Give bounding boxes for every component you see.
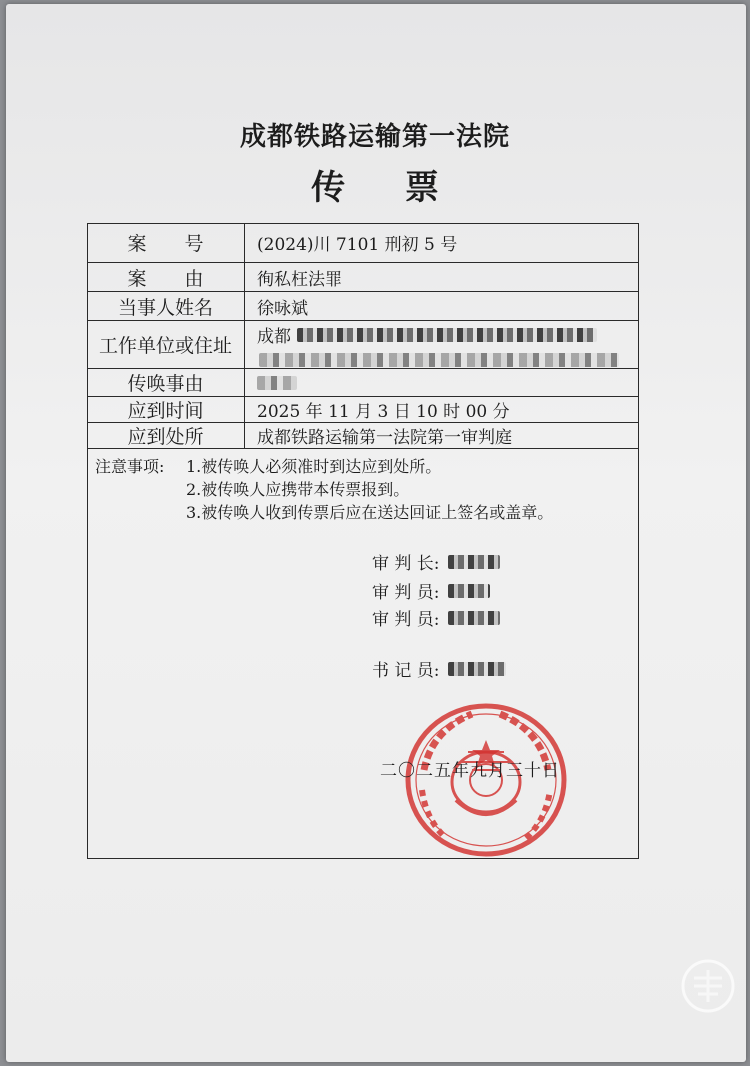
table-row-case-cause <box>87 263 639 292</box>
party-name-label: 当事人姓名 <box>87 292 245 320</box>
table-row-appear-time <box>87 397 639 423</box>
signature-clerk <box>372 656 506 681</box>
notice-item-3: 3.被传唤人收到传票后应在送达回证上签名或盖章。 <box>186 503 554 522</box>
table-row-summons-reason <box>87 369 639 397</box>
notice-heading: 注意事项: <box>95 457 165 476</box>
appear-time-label: 应到时间 <box>87 397 245 422</box>
redacted-judge-2-name <box>448 611 500 625</box>
shangyou-news-watermark-icon <box>680 958 736 1014</box>
signature-judge-1 <box>372 578 490 603</box>
summons-reason-label: 传唤事由 <box>87 369 245 396</box>
table-row-case-number <box>87 223 639 263</box>
address-value: 成都 <box>257 327 291 347</box>
redacted-judge-1-name <box>448 584 490 598</box>
redacted-address-line1 <box>297 328 597 342</box>
chief-judge-label: 审 判 长: <box>372 554 440 574</box>
case-number-label: 案 号 <box>87 223 245 262</box>
case-cause-value: 徇私枉法罪 <box>257 269 342 290</box>
clerk-label: 书 记 员: <box>372 661 440 681</box>
signature-chief-judge <box>372 549 500 574</box>
table-row-party-name <box>87 292 639 321</box>
party-name-value: 徐咏斌 <box>257 298 308 319</box>
issue-date: 二〇二五年九月三十日 <box>380 761 560 781</box>
case-number-value: (2024)川 7101 刑初 5 号 <box>257 235 458 255</box>
appear-time-value: 2025 年 11 月 3 日 10 时 00 分 <box>257 402 510 422</box>
appear-place-label: 应到处所 <box>87 423 245 448</box>
notice-item-1: 1.被传唤人必须准时到达应到处所。 <box>186 457 442 476</box>
document-title: 传 票 <box>311 168 463 208</box>
case-cause-label: 案 由 <box>87 263 245 291</box>
table-row-address <box>87 321 639 369</box>
judge-1-label: 审 判 员: <box>372 583 440 603</box>
signature-judge-2 <box>372 605 500 630</box>
redacted-address-line2 <box>259 353 619 367</box>
notice-item-2: 2.被传唤人应携带本传票报到。 <box>186 480 410 499</box>
table-row-appear-place <box>87 423 639 449</box>
redacted-chief-judge-name <box>448 555 500 569</box>
address-label: 工作单位或住址 <box>87 321 245 368</box>
redacted-summons-reason <box>257 376 297 390</box>
redacted-clerk-name <box>448 662 506 676</box>
appear-place-value: 成都铁路运输第一法院第一审判庭 <box>257 428 512 448</box>
judge-2-label: 审 判 员: <box>372 610 440 630</box>
court-name: 成都铁路运输第一法院 <box>239 122 510 152</box>
